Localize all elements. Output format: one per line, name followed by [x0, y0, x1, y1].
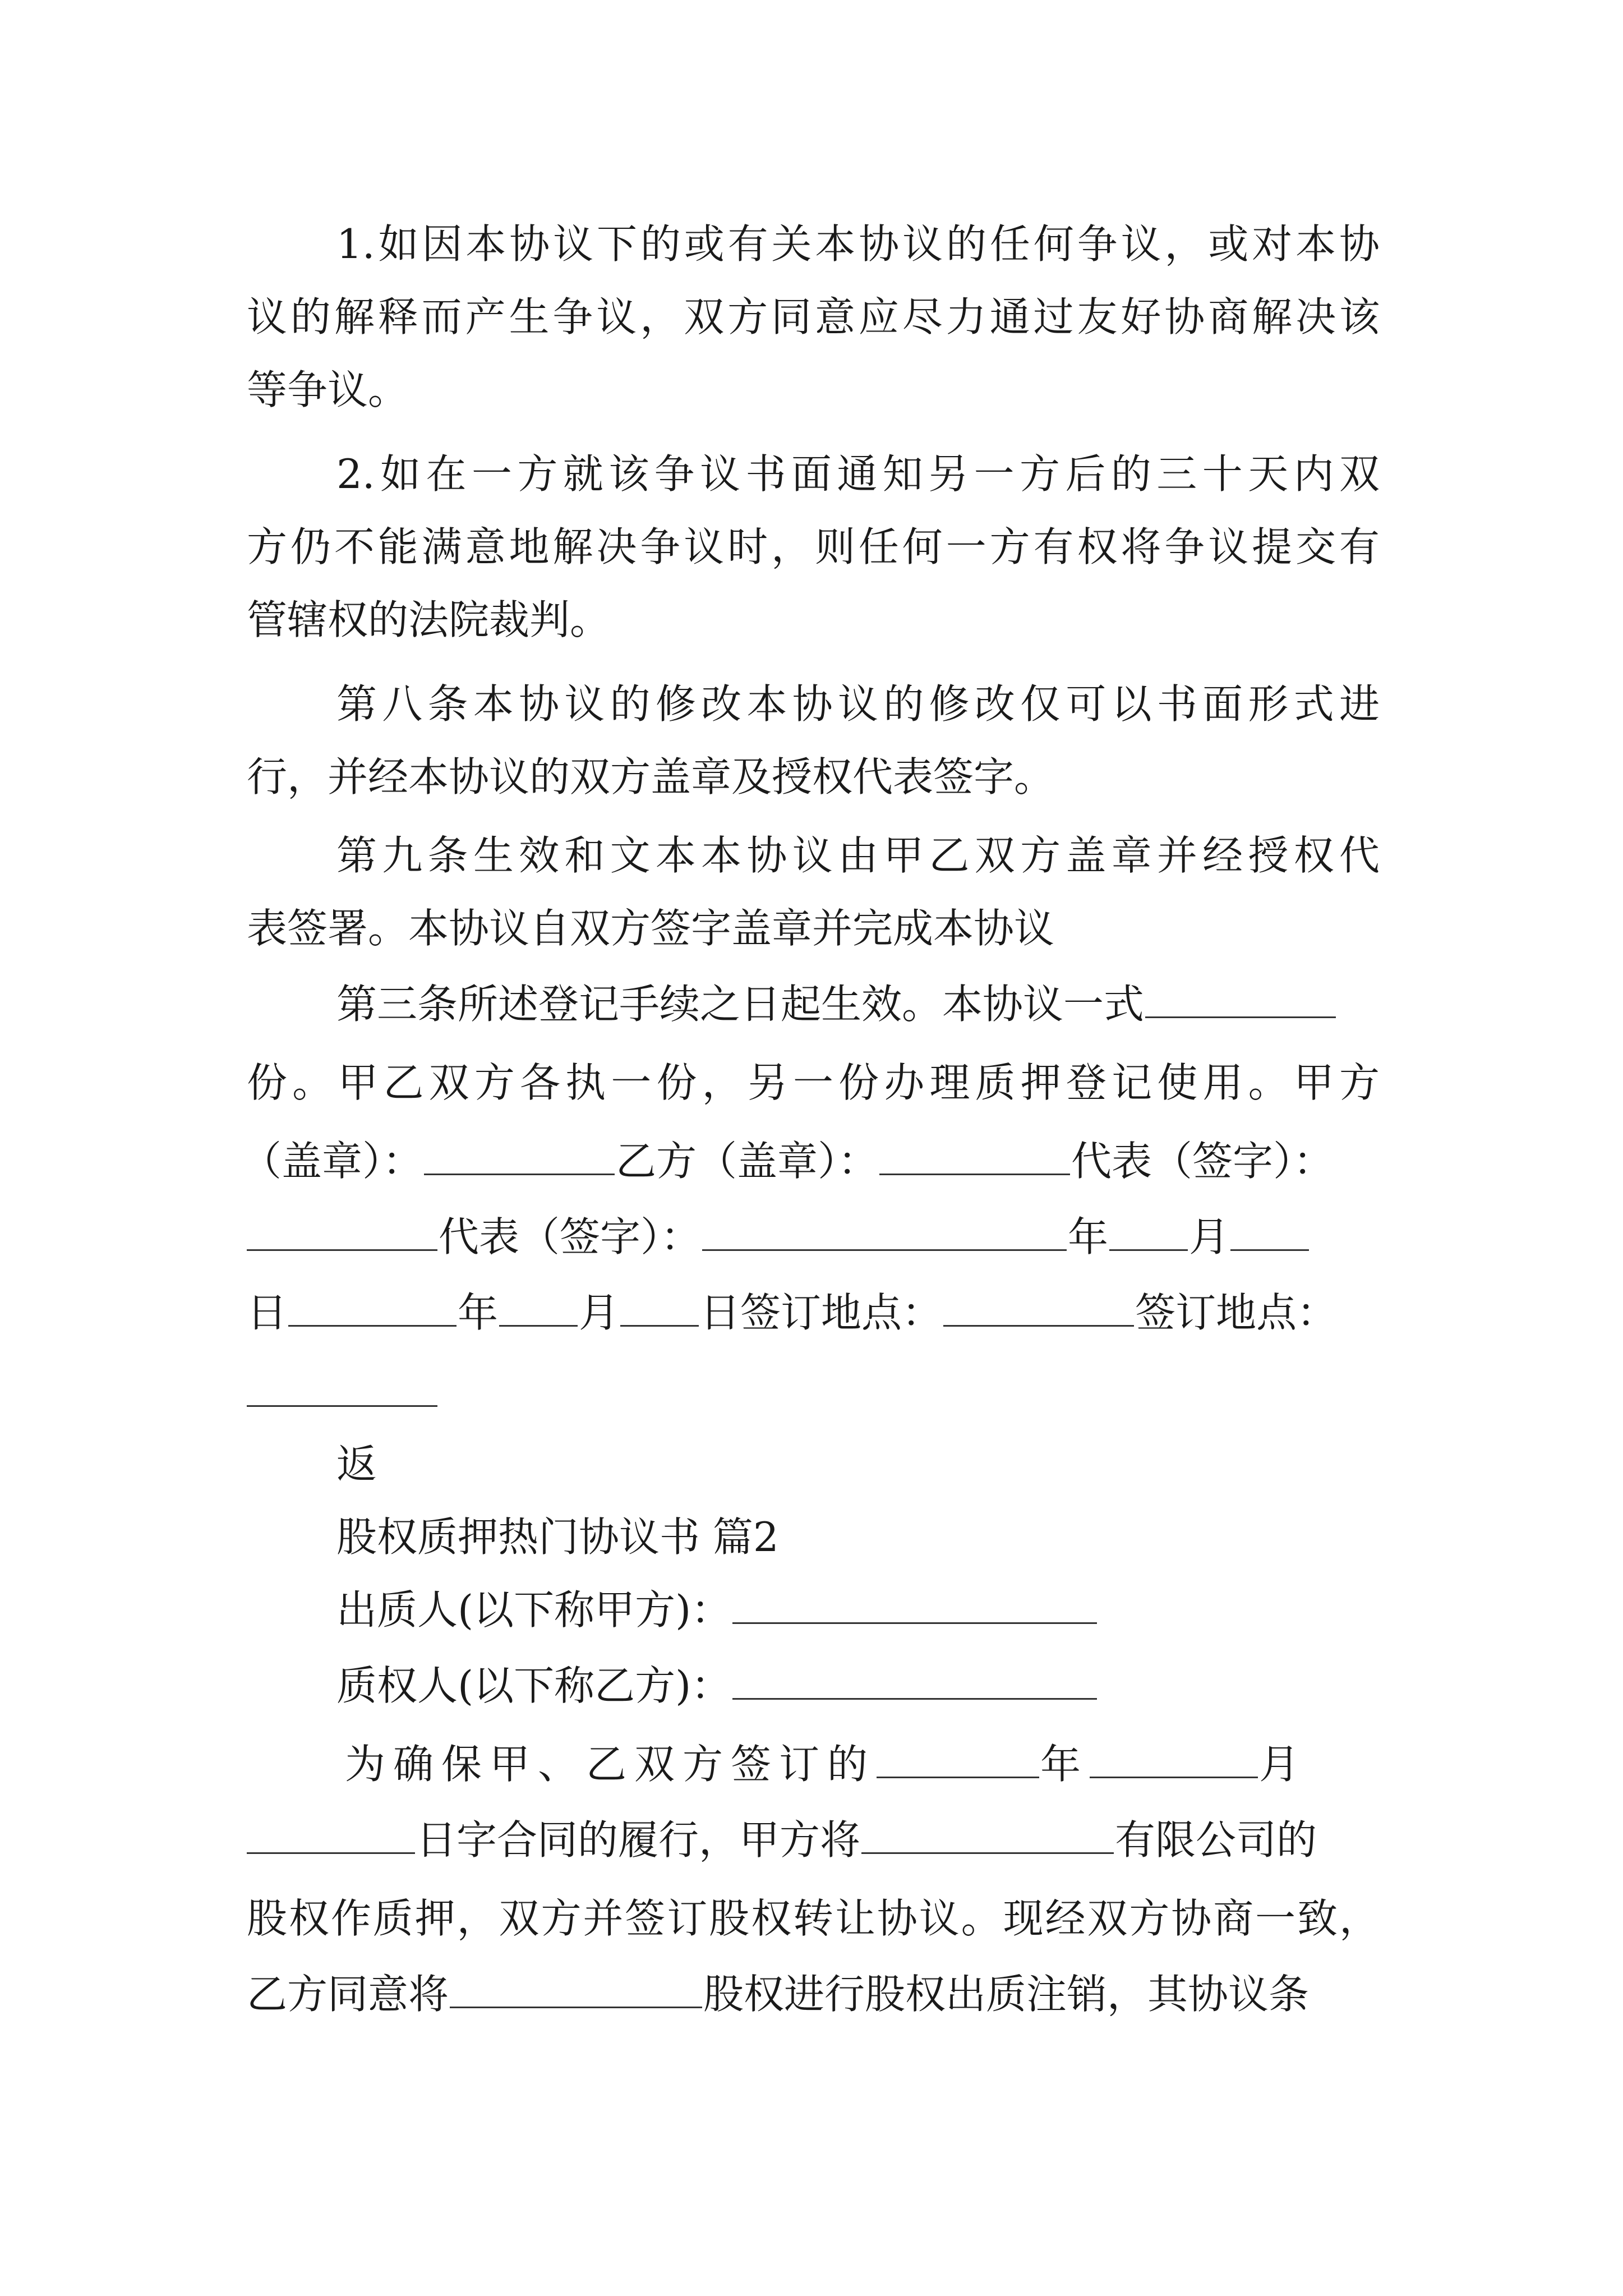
- text-segment: 出质人(以下称甲方)：: [336, 1586, 732, 1634]
- section-title: 股权质押热门协议书 篇2: [336, 1513, 779, 1561]
- paragraph-line: 管辖权的法院裁判。: [247, 596, 611, 643]
- blank-line: [1109, 1211, 1188, 1251]
- blank-line: [879, 1135, 1070, 1175]
- paragraph-line: 方仍不能满意地解决争议时，则任何一方有权将争议提交有: [247, 523, 1380, 570]
- blank-line: [450, 1968, 702, 2008]
- party-line: [336, 1582, 1380, 1638]
- text-segment: 年: [1040, 1741, 1089, 1788]
- text-segment: 代表（签字）：: [439, 1213, 702, 1260]
- text-segment: 年: [458, 1289, 499, 1336]
- blank-line: [620, 1287, 699, 1327]
- text-segment: 乙方（盖章）：: [616, 1138, 879, 1185]
- text-segment: 代表（签字）：: [1071, 1138, 1334, 1185]
- paragraph-line: 行，并经本协议的双方盖章及授权代表签字。: [247, 753, 1055, 800]
- text-segment: （盖章）：: [241, 1138, 423, 1185]
- text-segment: 有限公司的: [1115, 1816, 1317, 1864]
- blank-line: [247, 1814, 415, 1854]
- paragraph-line: 2.如在一方就该争议书面通知另一方后的三十天内双: [336, 450, 1380, 498]
- blank-line: [732, 1660, 1097, 1700]
- paragraph-line: 份。甲乙双方各执一份，另一份办理质押登记使用。甲方: [247, 1059, 1380, 1106]
- signature-line: [247, 1209, 1380, 1265]
- paragraph-line: 第九条生效和文本本协议由甲乙双方盖章并经授权代: [336, 832, 1380, 879]
- text-segment: 质权人(以下称乙方)：: [336, 1662, 732, 1709]
- blank-line: [1090, 1738, 1258, 1778]
- blank-line: [1230, 1211, 1309, 1251]
- paragraph-line: 返: [336, 1441, 377, 1488]
- blank-line: [247, 1405, 437, 1407]
- blank-line: [943, 1287, 1134, 1327]
- paragraph-line: 等争议。: [247, 366, 409, 413]
- text-segment: 月: [1189, 1213, 1230, 1260]
- blank-line: [702, 1211, 1067, 1251]
- blank-line: [247, 1211, 437, 1251]
- paragraph-line: 股权作质押，双方并签订股权转让协议。现经双方协商一致，: [247, 1895, 1380, 1942]
- party-line: [336, 1658, 1380, 1714]
- blank-line: [288, 1287, 457, 1327]
- text-segment: 日: [247, 1289, 288, 1336]
- blank-line: [732, 1584, 1097, 1624]
- paragraph-line: [345, 1736, 1380, 1792]
- blank-line: [424, 1135, 615, 1175]
- paragraph-line: 议的解释而产生争议，双方同意应尽力通过友好协商解决该: [247, 293, 1380, 341]
- paragraph-line: 表签署。本协议自双方签字盖章并完成本协议: [247, 905, 1055, 952]
- text-segment: 乙方同意将: [247, 1971, 449, 2018]
- text-segment: 月: [579, 1289, 620, 1336]
- signature-line: [247, 1285, 1380, 1341]
- paragraph-line: [247, 1966, 1380, 2022]
- text-segment: 签订地点：: [1135, 1289, 1338, 1336]
- text-segment: 日签订地点：: [700, 1289, 943, 1336]
- text-segment: 日字合同的履行，甲方将: [416, 1816, 861, 1864]
- text-segment: 年: [1068, 1213, 1109, 1260]
- paragraph-line: 第八条本协议的修改本协议的修改仅可以书面形式进: [336, 680, 1380, 728]
- paragraph-line: [247, 1812, 1380, 1868]
- paragraph-line: 1.如因本协议下的或有关本协议的任何争议，或对本协: [336, 220, 1380, 268]
- blank-line: [499, 1287, 578, 1327]
- blank-line: [877, 1738, 1039, 1778]
- text-segment: 月: [1259, 1741, 1308, 1788]
- paragraph-line: [336, 976, 1380, 1032]
- text-segment: 股权进行股权出质注销，其协议条: [703, 1971, 1310, 2018]
- blank-line: [1145, 978, 1336, 1018]
- text-segment: 第三条所述登记手续之日起生效。本协议一式: [336, 981, 1145, 1028]
- signature-line: [241, 1133, 1385, 1189]
- blank-line: [861, 1814, 1114, 1854]
- text-segment: 为确保甲、乙双方签订的: [345, 1741, 876, 1788]
